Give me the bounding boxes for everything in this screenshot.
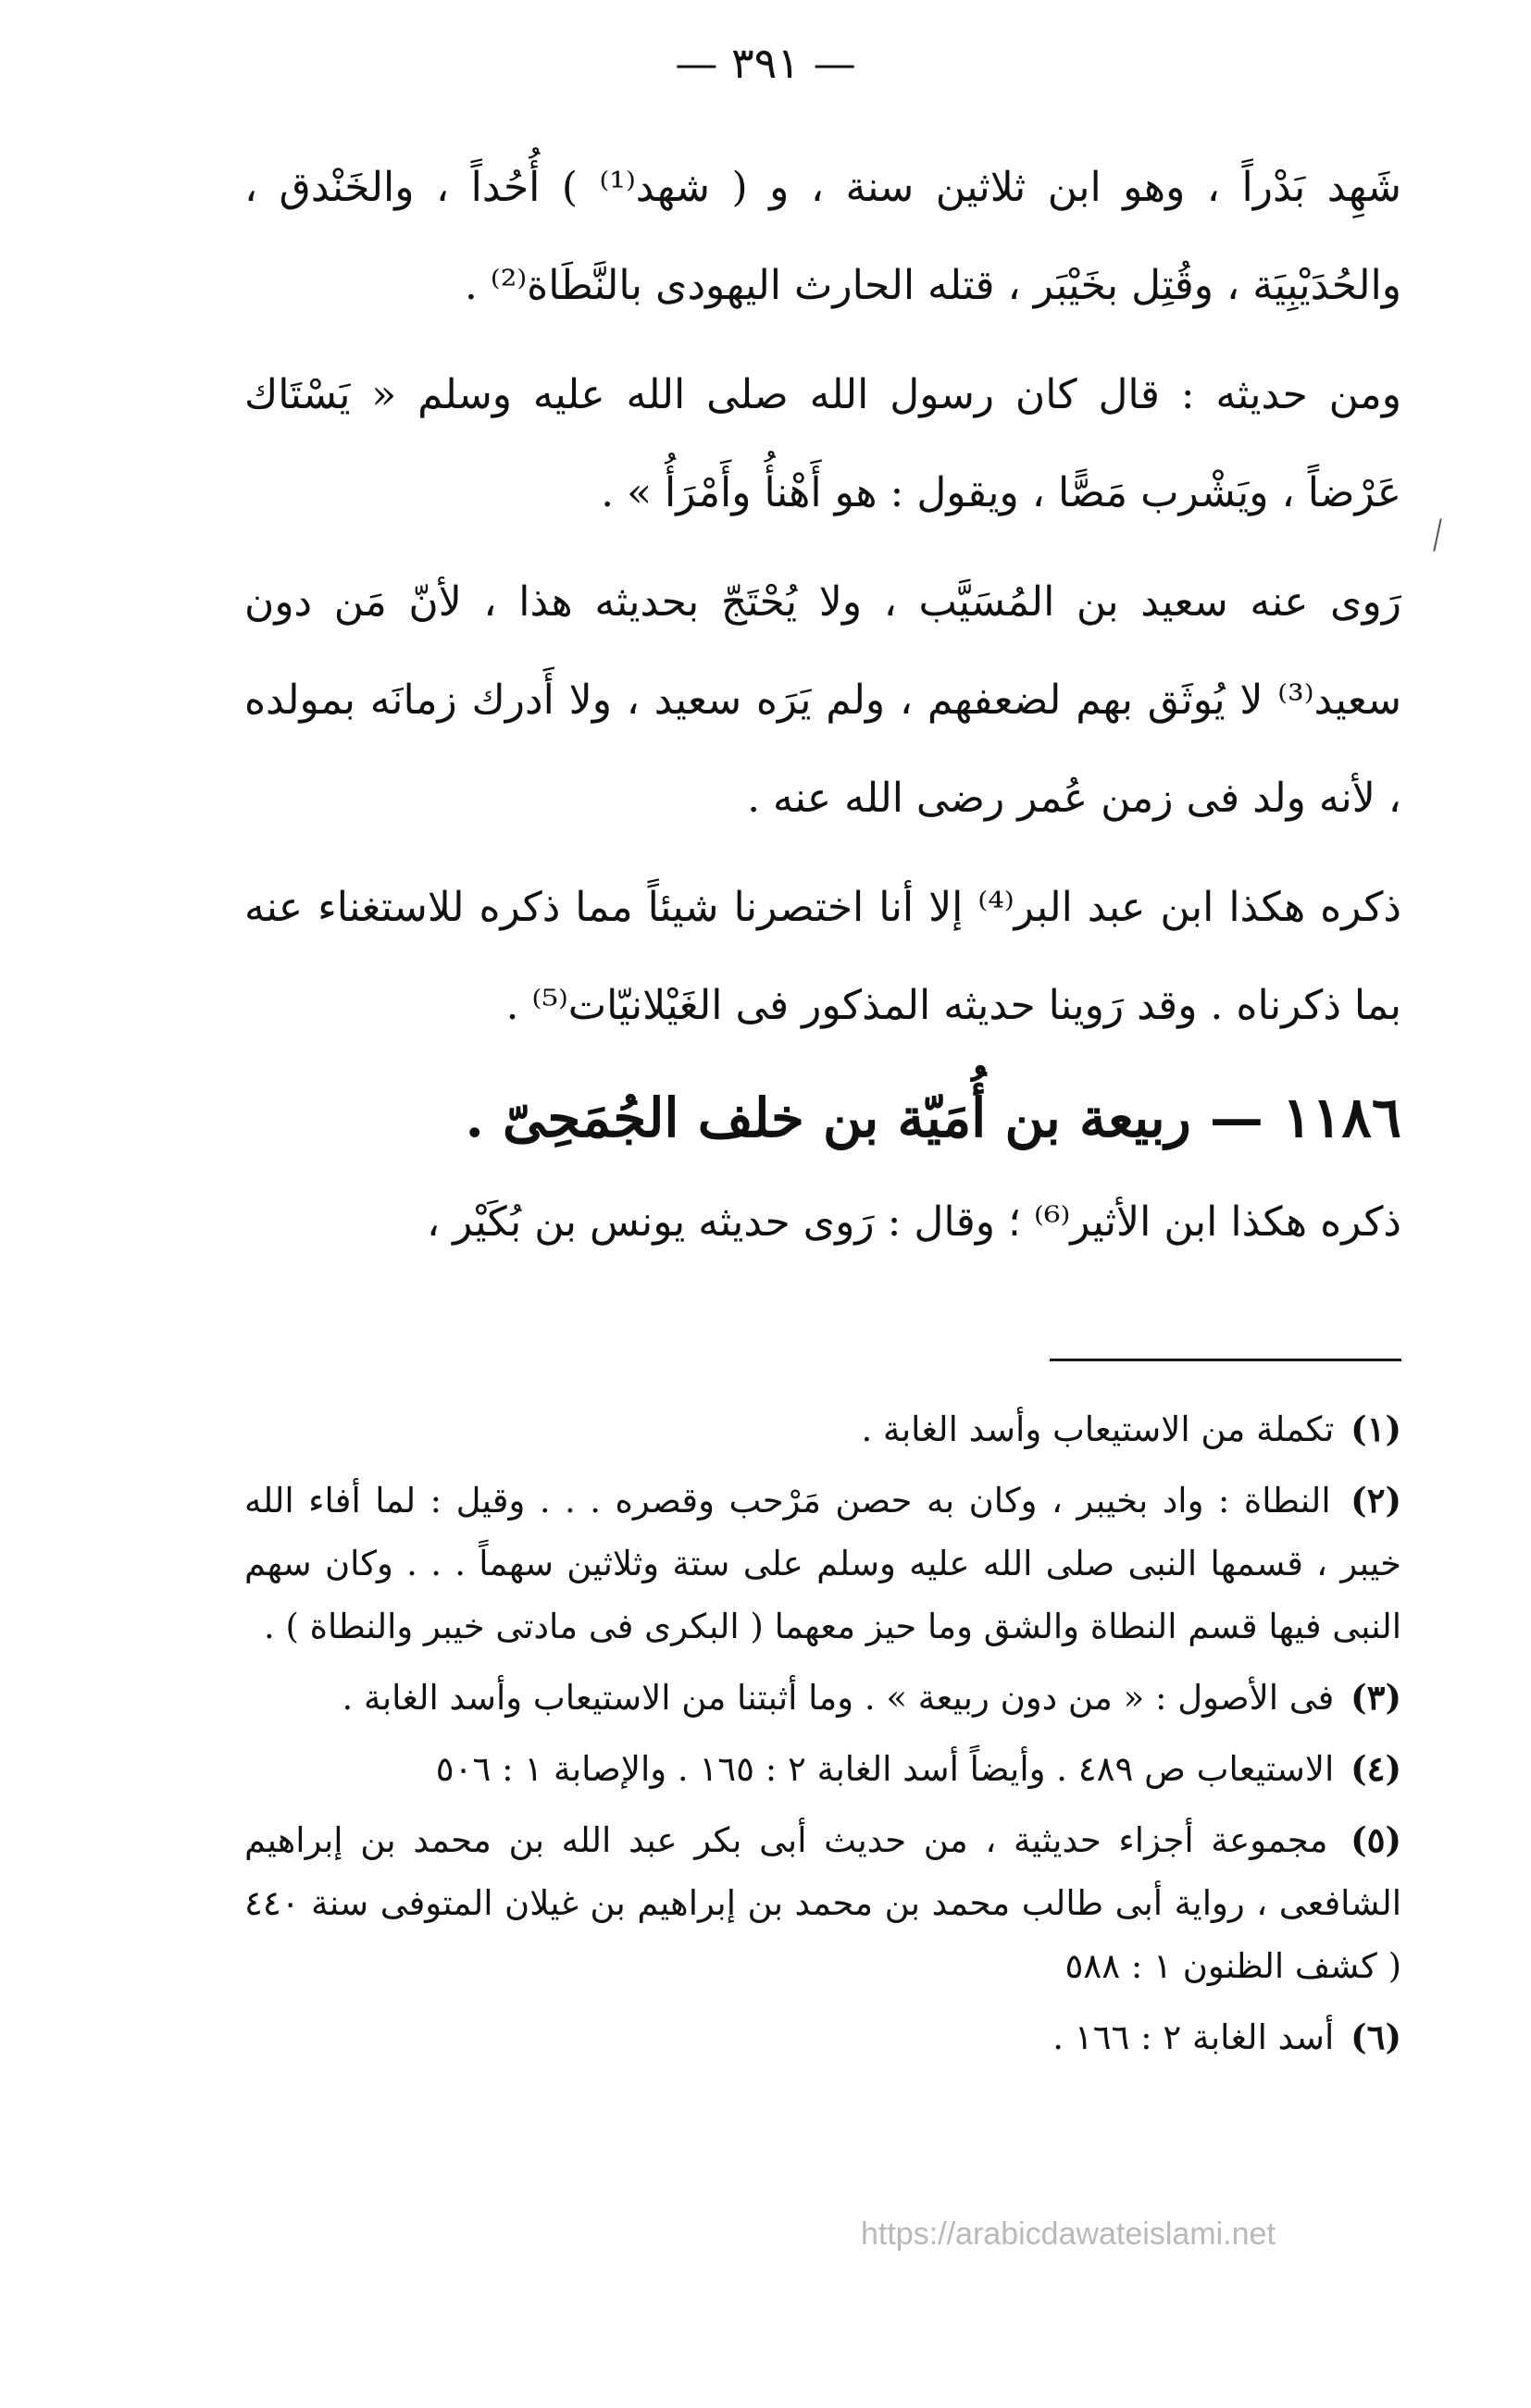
entry-title: — ربيعة بن أُمَيّة بن خلف الجُمَحِىّ . [465, 1086, 1283, 1149]
footnote-mark: (٥) [1351, 1819, 1401, 1860]
paragraph-biography: شَهِد بَدْراً ، وهو ابن ثلاثين سنة ، و ( شهد⁽¹⁾ ) أُحُداً ، والخَنْدق ، والحُدَيْبِيَة ، وقُتِل بخَيْبَر ، قتله الحارث اليهودى بالنَّطَاة⁽²⁾ . [244, 164, 1402, 309]
paragraph-narration: رَوى عنه سعيد بن المُسَيَّب ، ولا يُحْتَجّ بحديثه هذا ، لأنّ مَن دون سعيد⁽³⁾ لا يُوثَق بهم لضعفهم ، ولم يَرَه سعيد ، ولا أَدرك زمانَه بمولده ، لأنه ولد فى زمن عُمر رضى الله عنه . [244, 578, 1401, 822]
footnote-text: تكملة من الاستيعاب وأسد الغابة . [861, 1409, 1335, 1449]
footnote-6 [244, 2005, 1401, 2069]
footnote-text: أسد الغابة ٢ : ١٦٦ . [1052, 2017, 1335, 2057]
footnotes-block [244, 1397, 1401, 2077]
paragraph-hadith: ومن حديثه : قال كان رسول الله صلى الله عليه وسلم « يَسْتَاك عَرْضاً ، ويَشْرب مَصًّا ، ويقول : هو أَهْنأُ وأَمْرَأُ » . [244, 371, 1401, 516]
paragraph-entry-text: ذكره هكذا ابن الأثير⁽⁶⁾ ؛ وقال : رَوى حديثه يونس بن بُكَيْر ، [426, 1198, 1401, 1246]
paragraph-source-note: ذكره هكذا ابن عبد البر⁽⁴⁾ إلا أنا اختصرنا شيئاً مما ذكره للاستغناء عنه بما ذكرناه . وقد رَوينا حديثه المذكور فى الغَيْلانيّات⁽⁵⁾ . [244, 884, 1401, 1029]
page-number: — ٣٩١ — [675, 38, 856, 88]
footnote-text: الاستيعاب ص ٤٨٩ . وأيضاً أسد الغابة ٢ : ١٦٥ . والإصابة ١ : ٥٠٦ [435, 1749, 1335, 1789]
footnote-mark: (٢) [1351, 1480, 1401, 1521]
footnote-text: النطاة : واد بخيبر ، وكان به حصن مَرْحب وقصره . . . وقيل : لما أفاء الله خيبر ، قسمها النبى صلى الله عليه وسلم على ستة وثلاثين سهماً . . . وكان سهم النبى فيها قسم النطاة والشق وما حيز معهما ( البكرى فى مادتى خيبر والنطاة ) . [244, 1481, 1401, 1646]
watermark-url: https://arabicdawateislami.net [861, 2216, 1276, 2252]
margin-mark [1433, 518, 1441, 552]
footnote-text: فى الأصول : « من دون ربيعة » . وما أثبتنا من الاستيعاب وأسد الغابة . [342, 1678, 1335, 1718]
footnote-3 [244, 1666, 1401, 1730]
footnote-4 [244, 1737, 1401, 1801]
footnote-mark: (٤) [1351, 1748, 1401, 1789]
footnote-text: مجموعة أجزاء حديثية ، من حديث أبى بكر عبد الله بن محمد بن إبراهيم الشافعى ، رواية أبى طالب محمد بن محمد بن إبراهيم بن غيلان المتوفى سنة ٤٤٠ ( كشف الظنون ١ : ٥٨٨ [244, 1820, 1401, 1986]
footnote-divider [1050, 1359, 1401, 1361]
entry-heading [244, 1066, 1401, 1170]
footnote-mark: (١) [1351, 1409, 1401, 1449]
footnote-mark: (٦) [1351, 2017, 1401, 2057]
main-text-block [244, 139, 1401, 1283]
footnote-5 [244, 1808, 1401, 1998]
footnote-2 [244, 1469, 1401, 1658]
footnote-mark: (٣) [1351, 1677, 1401, 1718]
footnote-1 [244, 1397, 1401, 1461]
entry-number: ١١٨٦ [1282, 1086, 1401, 1150]
